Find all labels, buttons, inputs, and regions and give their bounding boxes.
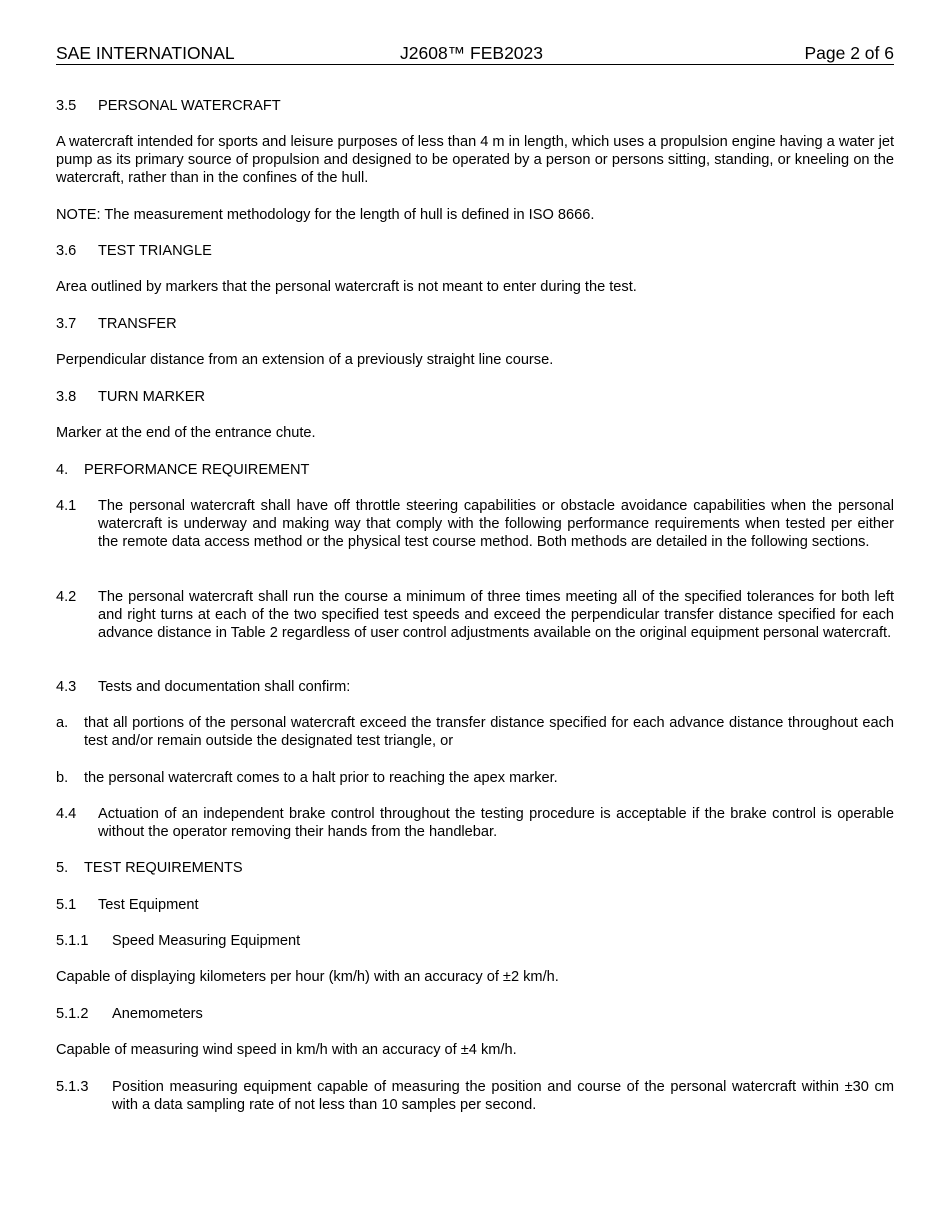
section-title: TRANSFER [98,316,177,332]
header-document-id: J2608™ FEB2023 [400,43,544,63]
section-number: 3.6 [56,243,77,259]
list-item-a [56,714,894,750]
list-item-text: the personal watercraft comes to a halt prior to reaching the apex marker. [84,770,558,786]
section-text: The personal watercraft shall have off throttle steering capabilities or obstacle avoidance capabilities when the personal watercraft is underway and making way that comply with the following performance requirements when tested per either the remote data access method or the physical test course method. Both methods are detailed in the following sections. [98,498,894,550]
section-number: 4.4 [56,806,77,822]
header-organization: SAE INTERNATIONAL [56,43,235,63]
section-number: 4.1 [56,498,77,514]
section-number: 4.3 [56,679,77,695]
section-5-1-2-heading [56,1005,894,1023]
section-3-5-note: NOTE: The measurement methodology for the length of hull is defined in ISO 8666. [56,207,595,223]
section-title: Speed Measuring Equipment [112,933,301,949]
section-number: 4. [56,462,69,478]
section-title: Anemometers [112,1006,203,1022]
section-text: Position measuring equipment capable of measuring the position and course of the personal watercraft within ±30 cm with a data sampling rate of not less than 10 samples per second. [112,1079,894,1113]
section-number: 5.1.3 [56,1079,89,1095]
section-title: PERSONAL WATERCRAFT [98,98,281,114]
section-5-1-heading [56,896,894,914]
section-5-1-1-heading [56,932,894,950]
section-3-7-heading [56,315,894,333]
list-marker: a. [56,715,69,731]
section-4-4 [56,805,894,841]
section-number: 5.1.1 [56,933,89,949]
section-title: TURN MARKER [98,389,206,405]
section-number: 3.5 [56,98,77,114]
list-item-text: that all portions of the personal watercraft exceed the transfer distance specified for each advance distance throughout each test and/or remain outside the designated test triangle, or [84,715,894,749]
section-4-3 [56,678,894,696]
section-text: Actuation of an independent brake control throughout the testing procedure is acceptable if the brake control is operable without the operator removing their hands from the handlebar. [98,806,894,840]
section-text: The personal watercraft shall run the course a minimum of three times meeting all of the specified tolerances for both left and right turns at each of the two specified test speeds and exceed the perpendicular transfer distance specified for each advance distance in Table 2 regardless of user control adjustments available on the original equipment personal watercraft. [98,589,894,641]
section-3-7-definition: Perpendicular distance from an extension of a previously straight line course. [56,352,554,368]
section-4-heading [56,461,894,479]
section-4-2 [56,588,894,642]
section-number: 3.7 [56,316,77,332]
section-5-heading [56,859,894,877]
section-title: TEST REQUIREMENTS [84,860,243,876]
section-number: 3.8 [56,389,77,405]
section-4-1 [56,497,894,551]
section-text: Tests and documentation shall confirm: [98,679,351,695]
section-title: TEST TRIANGLE [98,243,212,259]
section-title: PERFORMANCE REQUIREMENT [84,462,310,478]
section-5-1-1-text: Capable of displaying kilometers per hour (km/h) with an accuracy of ±2 km/h. [56,969,559,985]
section-5-1-3 [56,1078,894,1114]
section-number: 5.1 [56,897,77,913]
section-number: 4.2 [56,589,77,605]
list-marker: b. [56,770,69,786]
section-3-5-heading [56,97,894,115]
section-3-5-definition: A watercraft intended for sports and leisure purposes of less than 4 m in length, which uses a propulsion engine having a water jet pump as its primary source of propulsion and designed to be operated by a person or persons sitting, standing, or kneeling on the watercraft, rather than in the confines of the hull. [56,134,895,186]
section-title: Test Equipment [98,897,199,913]
header-page-number: Page 2 of 6 [804,43,894,63]
section-3-6-definition: Area outlined by markers that the personal watercraft is not meant to enter during the test. [56,279,637,295]
section-5-1-2-text: Capable of measuring wind speed in km/h with an accuracy of ±4 km/h. [56,1042,517,1058]
section-3-8-heading [56,388,894,406]
document-page [56,42,895,1113]
section-3-6-heading [56,242,894,260]
section-number: 5. [56,860,69,876]
page-header [56,42,894,65]
section-number: 5.1.2 [56,1006,89,1022]
section-3-8-definition: Marker at the end of the entrance chute. [56,425,316,441]
list-item-b [56,769,894,787]
